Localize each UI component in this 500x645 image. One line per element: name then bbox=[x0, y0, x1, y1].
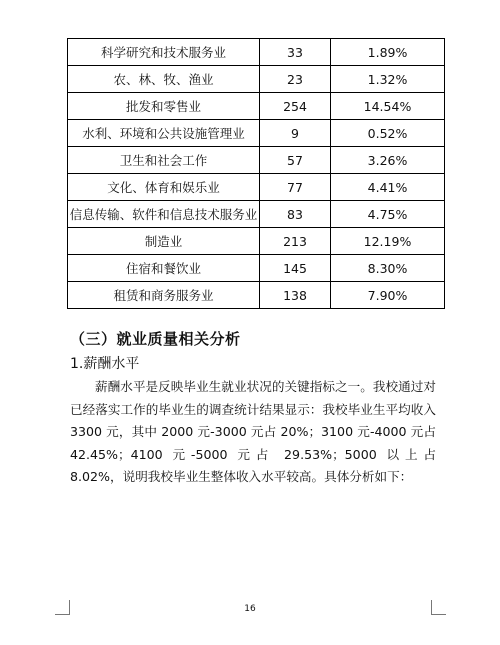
table-row bbox=[68, 120, 445, 147]
percent-cell: 14.54% bbox=[331, 93, 445, 120]
industry-cell: 制造业 bbox=[68, 228, 260, 255]
percent-cell: 4.41% bbox=[331, 174, 445, 201]
percent-cell: 3.26% bbox=[331, 147, 445, 174]
table-row bbox=[68, 228, 445, 255]
table-row bbox=[68, 66, 445, 93]
table-row bbox=[68, 282, 445, 309]
industry-table-body bbox=[68, 39, 445, 309]
percent-cell: 1.32% bbox=[331, 66, 445, 93]
table-row bbox=[68, 93, 445, 120]
table-row bbox=[68, 147, 445, 174]
table-row bbox=[68, 255, 445, 282]
industry-cell: 科学研究和技术服务业 bbox=[68, 39, 260, 66]
page-number: 16 bbox=[244, 604, 256, 614]
industry-cell: 住宿和餐饮业 bbox=[68, 255, 260, 282]
count-cell: 77 bbox=[260, 174, 331, 201]
industry-cell: 文化、体育和娱乐业 bbox=[68, 174, 260, 201]
salary-paragraph: 薪酬水平是反映毕业生就业状况的关键指标之一。我校通过对已经落实工作的毕业生的调查统计结果显示：我校毕业生平均收入 3300 元，其中 2000 元-3000 元占 20%；3100 元-4000 元占 42.45%；4100 元-5000 元占 29.53%；5000 以上占 8.02%，说明我校毕业生整体收入水平较高。具体分析如下： bbox=[70, 379, 436, 484]
percent-cell: 0.52% bbox=[331, 120, 445, 147]
industry-cell: 卫生和社会工作 bbox=[68, 147, 260, 174]
section-heading: （三）就业质量相关分析 bbox=[70, 330, 241, 348]
count-cell: 254 bbox=[260, 93, 331, 120]
count-cell: 138 bbox=[260, 282, 331, 309]
count-cell: 83 bbox=[260, 201, 331, 228]
count-cell: 23 bbox=[260, 66, 331, 93]
count-cell: 33 bbox=[260, 39, 331, 66]
industry-cell: 水利、环境和公共设施管理业 bbox=[68, 120, 260, 147]
table-row bbox=[68, 39, 445, 66]
subsection-heading: 1.薪酬水平 bbox=[70, 356, 140, 372]
count-cell: 213 bbox=[260, 228, 331, 255]
percent-cell: 12.19% bbox=[331, 228, 445, 255]
count-cell: 9 bbox=[260, 120, 331, 147]
percent-cell: 4.75% bbox=[331, 201, 445, 228]
industry-cell: 租赁和商务服务业 bbox=[68, 282, 260, 309]
count-cell: 145 bbox=[260, 255, 331, 282]
percent-cell: 7.90% bbox=[331, 282, 445, 309]
table-row bbox=[68, 201, 445, 228]
count-cell: 57 bbox=[260, 147, 331, 174]
industry-cell: 农、林、牧、渔业 bbox=[68, 66, 260, 93]
table-row bbox=[68, 174, 445, 201]
industry-cell: 信息传输、软件和信息技术服务业 bbox=[68, 201, 260, 228]
industry-cell: 批发和零售业 bbox=[68, 93, 260, 120]
industry-table bbox=[67, 38, 445, 309]
percent-cell: 1.89% bbox=[331, 39, 445, 66]
percent-cell: 8.30% bbox=[331, 255, 445, 282]
